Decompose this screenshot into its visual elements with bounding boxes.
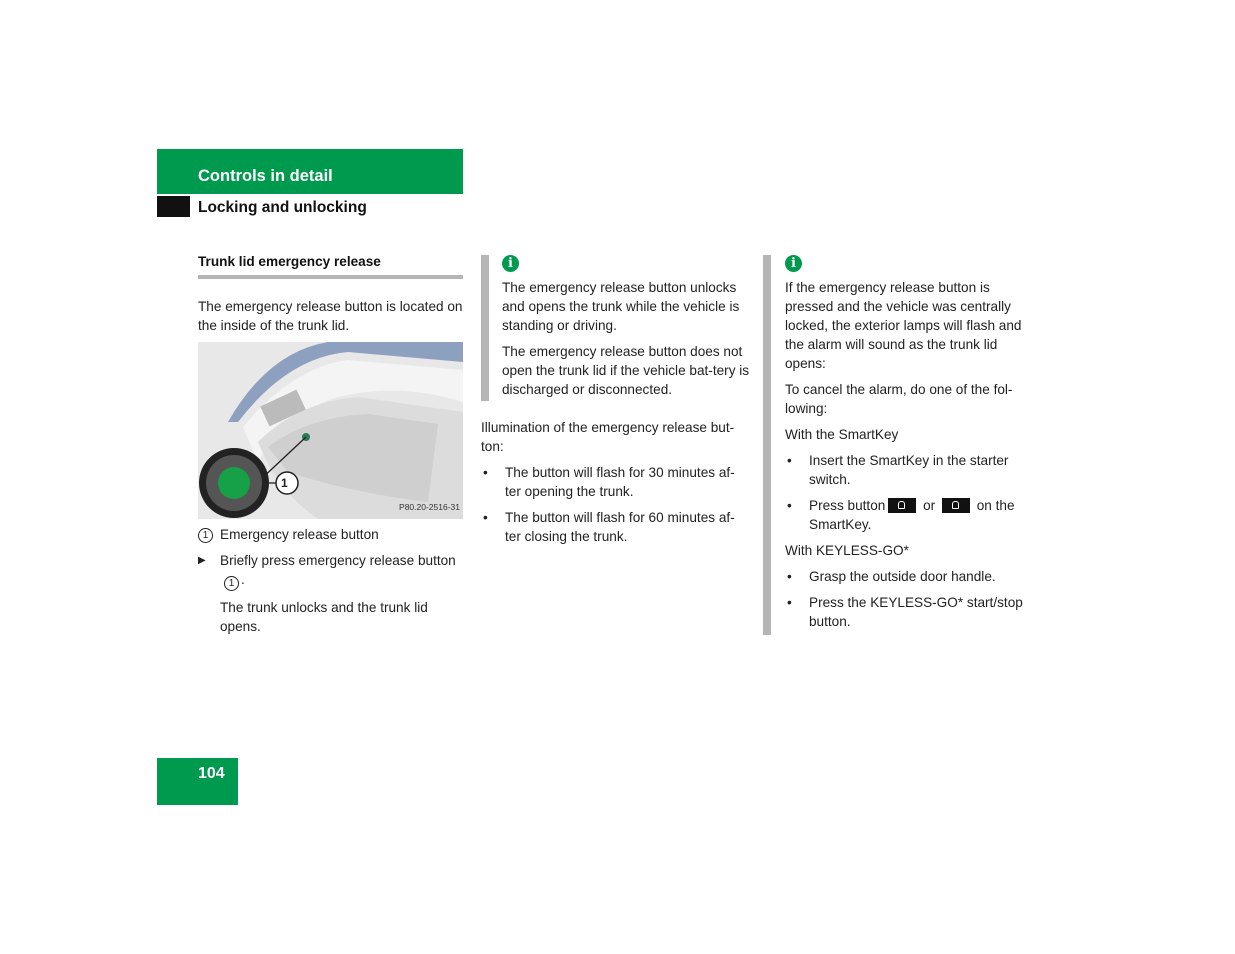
info-paragraph: The emergency release button does not open the trunk lid if the vehicle bat-tery is discharged or disconnected. [502,344,750,397]
smartkey-list [785,451,1039,534]
list-item: • Press the KEYLESS-GO* start/stop button. [787,595,1023,629]
illumination-list [481,463,747,546]
bullet-icon: • [787,595,792,610]
smartkey-heading: With the SmartKey [785,427,899,442]
info-box-right [763,255,1039,635]
subsection-title: Locking and unlocking [198,199,367,216]
bullet-icon: • [483,465,488,480]
bullet-icon: • [787,569,792,584]
column-left [198,252,463,643]
section-title: Controls in detail [198,167,333,185]
list-item: • The button will flash for 30 minutes af-ter opening the trunk. [483,465,735,499]
keyless-list [785,567,1039,631]
trunk-lid-drawing [198,342,463,519]
info-icon: i [502,255,519,272]
figure-legend [198,525,463,544]
trunk-lid-illustration [198,342,463,519]
step-text: Briefly press emergency release button1 . [220,553,456,589]
bullet-icon: • [483,510,488,525]
topic-heading: Trunk lid emergency release [198,252,463,279]
unlock-button-icon [888,498,916,513]
list-item: • Insert the SmartKey in the starter switch. [787,453,1009,487]
instruction-step [198,551,463,591]
step-result: The trunk unlocks and the trunk lid opens. [220,600,428,634]
list-item: • Press button or on the SmartKey. [787,498,1015,532]
bullet-icon: • [787,453,792,468]
subsection-marker [157,196,190,217]
info-box-middle [481,255,755,401]
bullet-icon: • [787,498,792,513]
illumination-section [481,418,747,553]
lock-button-icon [942,498,970,513]
illumination-intro: Illumination of the emergency release but-ton: [481,420,735,454]
list-item: • Grasp the outside door handle. [787,569,996,584]
callout-number: 1 [281,476,288,490]
info-paragraph: If the emergency release button is pressed and the vehicle was centrally locked, the exterior lamps will flash and the alarm will sound as the trunk lid opens: [785,280,1022,371]
list-item: • The button will flash for 60 minutes af-ter closing the trunk. [483,510,735,544]
keyless-heading: With KEYLESS-GO* [785,543,909,558]
info-icon: i [785,255,802,272]
info-paragraph: To cancel the alarm, do one of the fol-lowing: [785,382,1013,416]
step-arrow-icon: ▶ [198,555,206,566]
intro-text: The emergency release button is located on the inside of the trunk lid. [198,299,463,333]
page-number: 104 [198,765,225,782]
step-number: 1 [224,576,239,591]
legend-number: 1 [198,528,213,543]
info-paragraph: The emergency release button unlocks and opens the trunk while the vehicle is standing or driving. [502,280,740,333]
legend-text: Emergency release button [220,527,379,542]
figure-code: P80.20-2516-31 [399,502,460,512]
